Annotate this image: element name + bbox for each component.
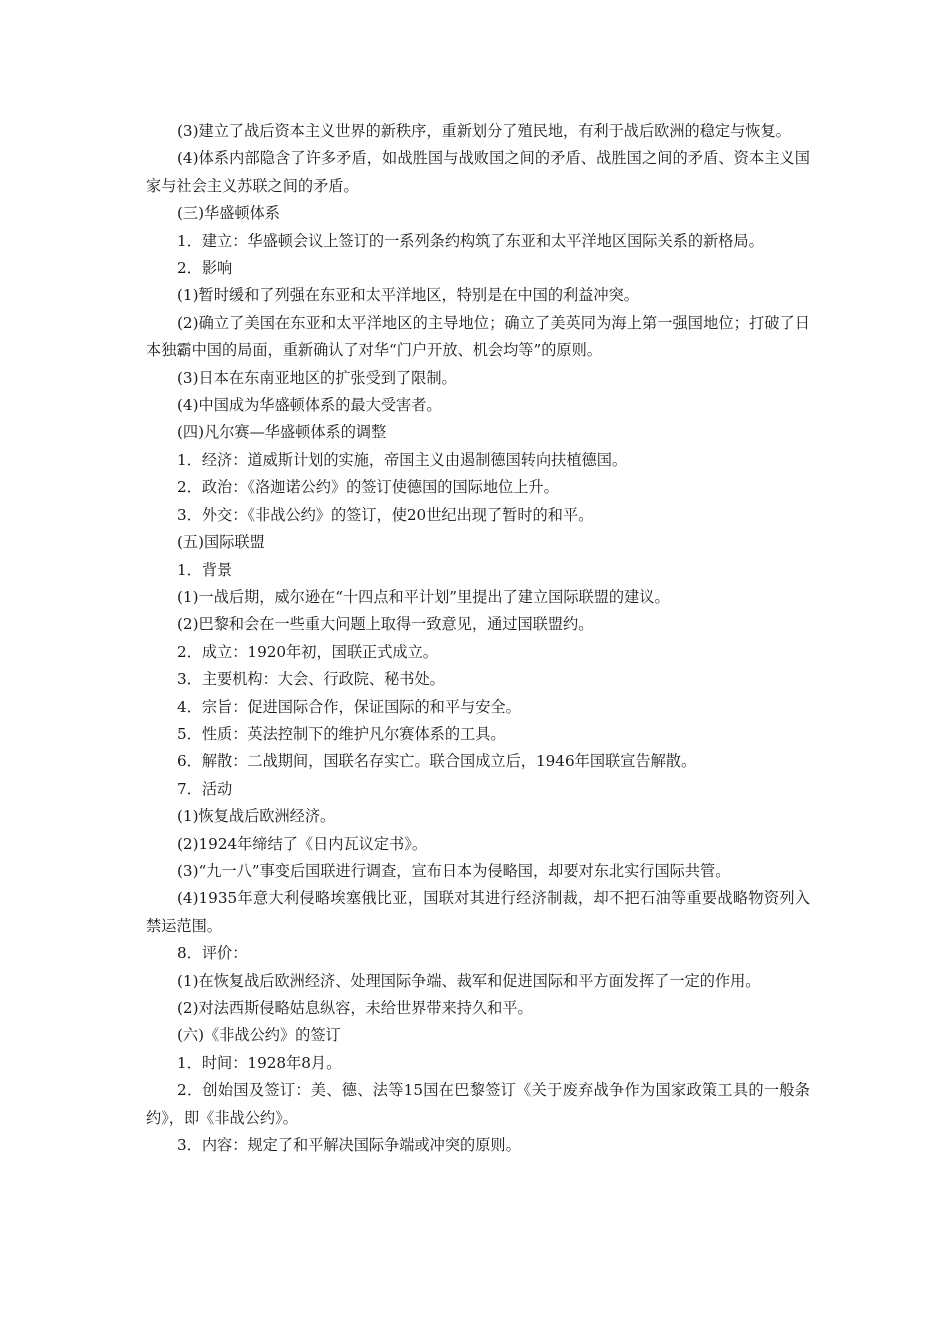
paragraph: 4．宗旨：促进国际合作，保证国际的和平与安全。 bbox=[177, 697, 521, 716]
document-body bbox=[146, 118, 810, 1159]
paragraph: 3．外交：《非战公约》的签订，使20世纪出现了暂时的和平。 bbox=[177, 505, 594, 524]
section-heading: (四)凡尔赛—华盛顿体系的调整 bbox=[177, 423, 387, 442]
section-heading: (六)《非战公约》的签订 bbox=[177, 1026, 341, 1045]
paragraph: 6．解散：二战期间，国联名存实亡。联合国成立后，1946年国联宣告解散。 bbox=[177, 752, 697, 771]
paragraph: (4)中国成为华盛顿体系的最大受害者。 bbox=[177, 396, 442, 415]
section-heading: (三)华盛顿体系 bbox=[177, 204, 280, 223]
paragraph: 5．性质：英法控制下的维护凡尔赛体系的工具。 bbox=[177, 724, 506, 743]
paragraph: (2)巴黎和会在一些重大问题上取得一致意见，通过国联盟约。 bbox=[177, 615, 594, 634]
paragraph: 1．经济：道威斯计划的实施，帝国主义由遏制德国转向扶植德国。 bbox=[177, 450, 628, 469]
paragraph: (2)1924年缔结了《日内瓦议定书》。 bbox=[177, 834, 428, 853]
paragraph: (3)“九一八”事变后国联进行调查，宣布日本为侵略国，却要对东北实行国际共管。 bbox=[177, 861, 731, 880]
paragraph: 2．政治：《洛迦诺公约》的签订使德国的国际地位上升。 bbox=[177, 478, 559, 497]
paragraph: (3)日本在东南亚地区的扩张受到了限制。 bbox=[177, 368, 457, 387]
paragraph: 2．成立：1920年初，国联正式成立。 bbox=[177, 642, 438, 661]
paragraph: (1)暂时缓和了列强在东亚和太平洋地区，特别是在中国的利益冲突。 bbox=[177, 286, 639, 305]
subheading: 1．背景 bbox=[177, 560, 233, 579]
paragraph: 1．时间：1928年8月。 bbox=[177, 1053, 342, 1072]
paragraph: (4)体系内部隐含了许多矛盾，如战胜国与战败国之间的矛盾、战胜国之间的矛盾、资本主义国家与社会主义苏联之间的矛盾。 bbox=[146, 149, 810, 195]
subheading: 7．活动 bbox=[177, 779, 233, 798]
paragraph: (2)确立了美国在东亚和太平洋地区的主导地位；确立了美英同为海上第一强国地位；打破了日本独霸中国的局面，重新确认了对华“门户开放、机会均等”的原则。 bbox=[146, 313, 810, 360]
paragraph: 3．内容：规定了和平解决国际争端或冲突的原则。 bbox=[177, 1136, 521, 1155]
paragraph: (1)一战后期，威尔逊在“十四点和平计划”里提出了建立国际联盟的建议。 bbox=[177, 587, 670, 606]
paragraph: 2．创始国及签订：美、德、法等15国在巴黎签订《关于废弃战争作为国家政策工具的一般条约》，即《非战公约》。 bbox=[146, 1081, 810, 1127]
paragraph: (4)1935年意大利侵略埃塞俄比亚，国联对其进行经济制裁，却不把石油等重要战略物资列入禁运范围。 bbox=[146, 889, 810, 935]
paragraph: (3)建立了战后资本主义世界的新秩序，重新划分了殖民地，有利于战后欧洲的稳定与恢复。 bbox=[177, 122, 791, 140]
paragraph: 3．主要机构：大会、行政院、秘书处。 bbox=[177, 670, 445, 689]
subheading: 2．影响 bbox=[177, 259, 233, 278]
paragraph: (1)恢复战后欧洲经济。 bbox=[177, 807, 336, 826]
paragraph: (1)在恢复战后欧洲经济、处理国际争端、裁军和促进国际和平方面发挥了一定的作用。 bbox=[177, 971, 761, 990]
section-heading: (五)国际联盟 bbox=[177, 533, 265, 552]
paragraph: 1．建立：华盛顿会议上签订的一系列条约构筑了东亚和太平洋地区国际关系的新格局。 bbox=[177, 231, 764, 250]
subheading: 8．评价： bbox=[177, 944, 248, 963]
paragraph: (2)对法西斯侵略姑息纵容，未给世界带来持久和平。 bbox=[177, 999, 533, 1017]
